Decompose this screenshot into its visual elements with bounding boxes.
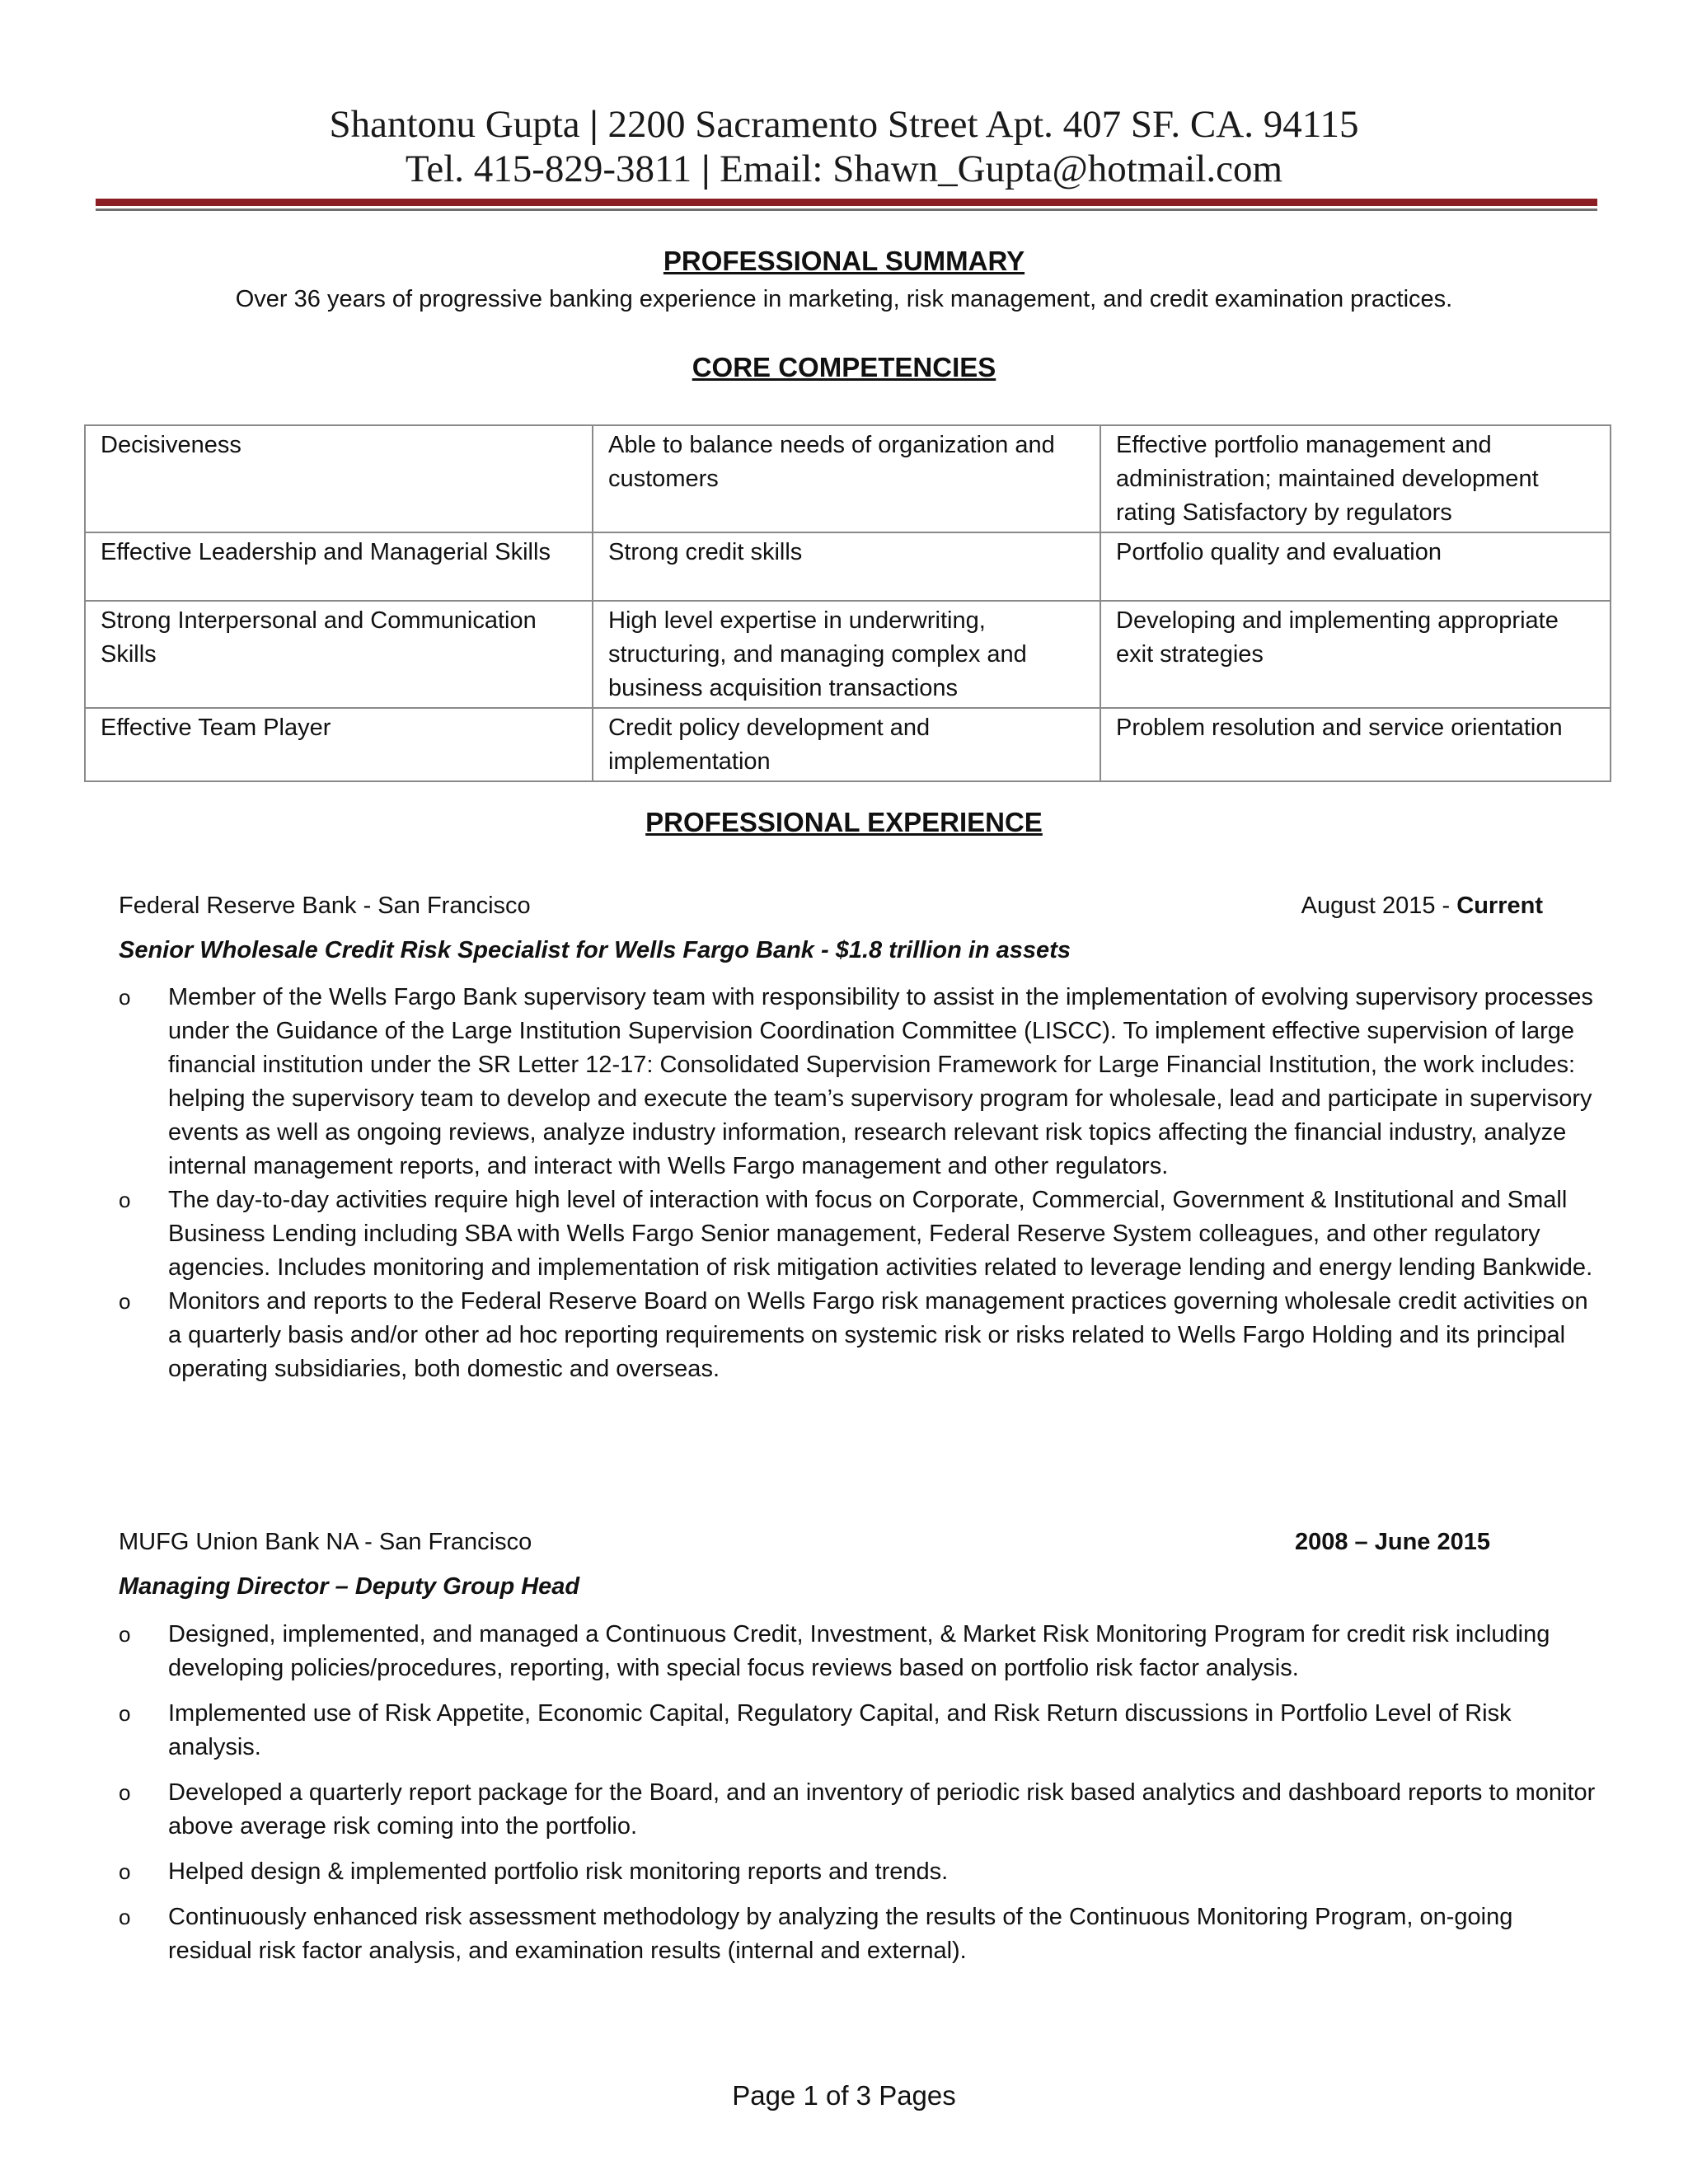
- table-row: [85, 708, 1611, 781]
- table-cell: Effective Leadership and Managerial Skills: [85, 532, 593, 601]
- table-cell: Decisiveness: [85, 425, 593, 532]
- summary-heading: PROFESSIONAL SUMMARY: [663, 246, 1025, 276]
- bullet-text: Implemented use of Risk Appetite, Economic Capital, Regulatory Capital, and Risk Return discussions in Portfolio Level of Risk analysis.: [168, 1700, 1512, 1760]
- bullet-text: Member of the Wells Fargo Bank supervisory team with responsibility to assist in the implementation of evolving supervisory processes under the Guidance of the Large Institution Supervision Coordination Committee (LISCC). To implement effective supervision of large financial institution under the SR Letter 12-17: Consolidated Supervision Framework for Large Financial Institution, the work includes: helping the supervisory team to develop and execute the team’s supervisory program for wholesale, lead and participate in supervisory events as well as ongoing reviews, analyze industry information, research relevant risk topics affecting the financial industry, analyze internal management reports, and interact with Wells Fargo management and other regulators.: [168, 984, 1593, 1179]
- header-address: 2200 Sacramento Street Apt. 407 SF. CA. 94115: [607, 103, 1359, 146]
- table-cell: Strong Interpersonal and Communication Skills: [85, 601, 593, 708]
- table-cell: Strong credit skills: [593, 532, 1100, 601]
- header-rule-underline: [96, 209, 1597, 211]
- job-date: [1301, 893, 1543, 920]
- table-cell: Problem resolution and service orientation: [1100, 708, 1611, 781]
- list-item: [0, 1697, 1688, 1765]
- bullet-marker: o: [119, 1859, 131, 1884]
- bullet-text: Designed, implemented, and managed a Continuous Credit, Investment, & Market Risk Monitoring Program for credit risk including developing policies/procedures, reporting, with special focus reviews based on portfolio risk factor analysis.: [168, 1621, 1550, 1681]
- job-bullets: [0, 981, 1688, 1386]
- list-item: [0, 1618, 1688, 1685]
- bullet-marker: o: [119, 1701, 131, 1726]
- experience-heading: PROFESSIONAL EXPERIENCE: [645, 807, 1043, 837]
- job-employer: Federal Reserve Bank - San Francisco: [119, 893, 531, 919]
- table-cell: Portfolio quality and evaluation: [1100, 532, 1611, 601]
- job-bullets: [0, 1618, 1688, 1980]
- header-email: Email: Shawn_Gupta@hotmail.com: [720, 148, 1283, 190]
- list-item: [0, 1285, 1688, 1386]
- list-item: [0, 981, 1688, 1183]
- table-cell: Credit policy development and implementation: [593, 708, 1100, 781]
- summary-text: Over 36 years of progressive banking experience in marketing, risk management, and credit examination practices.: [235, 286, 1453, 312]
- job-title: Managing Director – Deputy Group Head: [119, 1573, 580, 1600]
- table-cell: Developing and implementing appropriate exit strategies: [1100, 601, 1611, 708]
- table-row: [85, 601, 1611, 708]
- competencies-table: [84, 424, 1611, 782]
- table-cell: Effective portfolio management and administration; maintained development rating Satisfactory by regulators: [1100, 425, 1611, 532]
- competencies-heading: CORE COMPETENCIES: [692, 352, 996, 382]
- job-employer: MUFG Union Bank NA - San Francisco: [119, 1529, 532, 1555]
- job-date-start: August 2015 -: [1301, 893, 1451, 919]
- bullet-marker: o: [119, 1905, 131, 1929]
- header-separator: |: [589, 103, 598, 146]
- header-phone: Tel. 415-829-3811: [405, 148, 692, 190]
- bullet-marker: o: [119, 985, 131, 1010]
- bullet-text: Monitors and reports to the Federal Reserve Board on Wells Fargo risk management practices governing wholesale credit activities on a quarterly basis and/or other ad hoc reporting requirements on systemic risk or risks related to Wells Fargo Holding and its principal operating subsidiaries, both domestic and overseas.: [168, 1288, 1588, 1382]
- job-title: Senior Wholesale Credit Risk Specialist for Wells Fargo Bank - $1.8 trillion in assets: [119, 937, 1071, 963]
- header-separator: |: [701, 148, 710, 190]
- bullet-marker: o: [119, 1289, 131, 1314]
- list-item: [0, 1776, 1688, 1844]
- bullet-text: Helped design & implemented portfolio risk monitoring reports and trends.: [168, 1858, 949, 1885]
- bullet-marker: o: [119, 1780, 131, 1805]
- list-item: [0, 1855, 1688, 1889]
- page-number: Page 1 of 3 Pages: [732, 2080, 956, 2111]
- header-name: Shantonu Gupta: [329, 103, 580, 146]
- bullet-marker: o: [119, 1188, 131, 1212]
- table-row: [85, 425, 1611, 532]
- bullet-text: Continuously enhanced risk assessment methodology by analyzing the results of the Continuous Monitoring Program, on-going residual risk factor analysis, and examination results (internal and external).: [168, 1904, 1513, 1964]
- table-cell: Able to balance needs of organization and customers: [593, 425, 1100, 532]
- bullet-marker: o: [119, 1622, 131, 1647]
- header-line-1: [0, 102, 1688, 147]
- list-item: [0, 1900, 1688, 1968]
- job-date: 2008 – June 2015: [1294, 1529, 1490, 1555]
- table-row: [85, 532, 1611, 601]
- header-rule: [96, 199, 1597, 206]
- table-cell: Effective Team Player: [85, 708, 593, 781]
- list-item: [0, 1183, 1688, 1285]
- job-date-end: Current: [1456, 893, 1543, 919]
- bullet-text: The day-to-day activities require high level of interaction with focus on Corporate, Commercial, Government & Institutional and Small Business Lending including SBA with Wells Fargo Senior management, Federal Reserve System colleagues, and other regulatory agencies. Includes monitoring and implementation of risk mitigation activities related to leverage lending and energy lending Bankwide.: [168, 1187, 1593, 1281]
- table-cell: High level expertise in underwriting, structuring, and managing complex and business acquisition transactions: [593, 601, 1100, 708]
- bullet-text: Developed a quarterly report package for the Board, and an inventory of periodic risk based analytics and dashboard reports to monitor above average risk coming into the portfolio.: [168, 1779, 1596, 1840]
- header-line-2: [0, 147, 1688, 191]
